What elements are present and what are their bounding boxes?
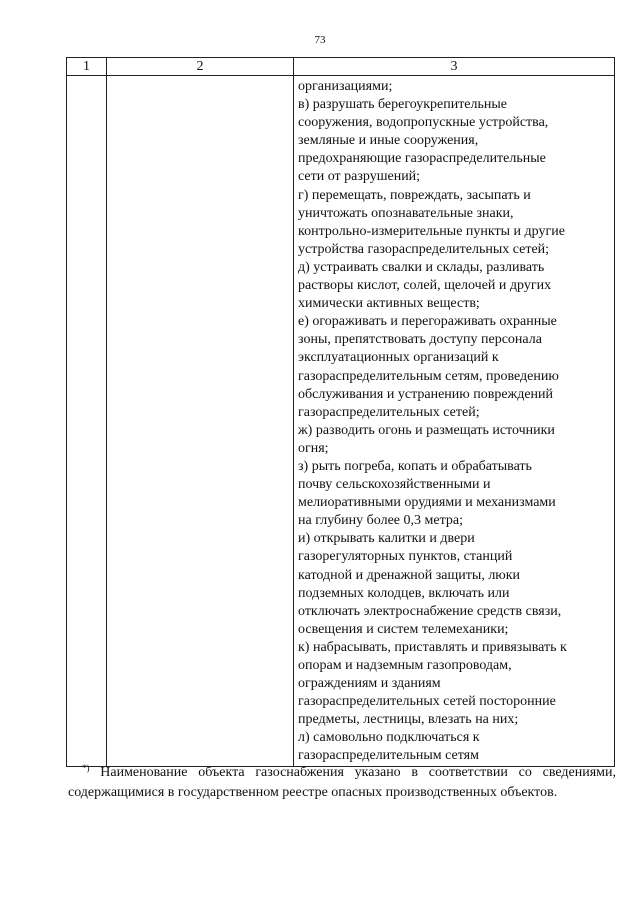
column-header-1: 1 (67, 58, 107, 76)
text-line: контрольно-измерительные пункты и другие (298, 223, 565, 239)
page-number: 73 (314, 34, 326, 46)
requirements-table (66, 57, 615, 767)
column-header-3: 3 (294, 58, 615, 76)
table-header-row (67, 58, 615, 76)
text-line: почву сельскохозяйственными и (298, 477, 491, 493)
footnote (68, 758, 616, 803)
table-row (67, 76, 615, 767)
text-line: сооружения, водопропускные устройства, (298, 115, 549, 131)
text-line: уничтожать опознавательные знаки, (298, 205, 514, 221)
footnote-line-2: содержащимися в государственном реестре опасных производственных объектов. (68, 785, 558, 800)
footnote-line-1: Наименование объекта газоснабжения указано в соответствии со сведениями, (100, 765, 616, 780)
text-line: мелиоративными орудиями и механизмами (298, 495, 556, 511)
text-line: земляные и иные сооружения, (298, 133, 479, 149)
cell-col-3 (294, 76, 615, 767)
text-line: г) перемещать, повреждать, засыпать и (298, 187, 531, 203)
text-line: газорегуляторных пунктов, станций (298, 549, 513, 565)
text-line: д) устраивать свалки и склады, разливать (298, 259, 545, 275)
footnote-marker: *) (82, 763, 90, 773)
cell-col-2 (107, 76, 294, 767)
text-line: освещения и систем телемеханики; (298, 621, 509, 637)
text-line: зоны, препятствовать доступу персонала (298, 332, 542, 348)
text-line: огня; (298, 440, 329, 456)
text-line: опорам и надземным газопроводам, (298, 658, 512, 673)
text-line: предохраняющие газораспределительные (298, 151, 546, 167)
text-line: подземных колодцев, включать или (298, 585, 510, 601)
text-line: е) огораживать и перегораживать охранные (298, 314, 557, 330)
text-line: устройства газораспределительных сетей; (298, 241, 550, 257)
text-line: эксплуатационных организаций к (298, 350, 499, 366)
column-header-2: 2 (107, 58, 294, 76)
text-line: ж) разводить огонь и размещать источники (298, 422, 555, 438)
text-line: отключать электроснабжение средств связи, (298, 603, 562, 619)
text-line: и) открывать калитки и двери (298, 531, 475, 547)
text-line: обслуживания и устранению повреждений (298, 386, 554, 402)
text-line: сети от разрушений; (298, 169, 421, 185)
text-line: ограждениям и зданиям (298, 676, 441, 692)
text-line: з) рыть погреба, копать и обрабатывать (298, 458, 532, 474)
restrictions-text (294, 76, 614, 766)
text-line: газораспределительным сетям (298, 748, 479, 764)
text-line: организациями; (298, 79, 393, 94)
text-line: химически активных веществ; (298, 296, 480, 312)
text-line: к) набрасывать, приставлять и привязывать к (298, 639, 567, 655)
text-line: газораспределительных сетей; (298, 404, 480, 420)
text-line: катодной и дренажной защиты, люки (298, 567, 521, 583)
text-line: на глубину более 0,3 метра; (298, 513, 463, 529)
text-line: л) самовольно подключаться к (298, 730, 480, 746)
text-line: газораспределительных сетей посторонние (298, 694, 556, 710)
text-line: предметы, лестницы, влезать на них; (298, 712, 519, 728)
text-line: газораспределительным сетям, проведению (298, 368, 559, 384)
text-line: растворы кислот, солей, щелочей и других (298, 278, 552, 294)
cell-col-1 (67, 76, 107, 767)
text-line: в) разрушать берегоукрепительные (298, 97, 508, 113)
